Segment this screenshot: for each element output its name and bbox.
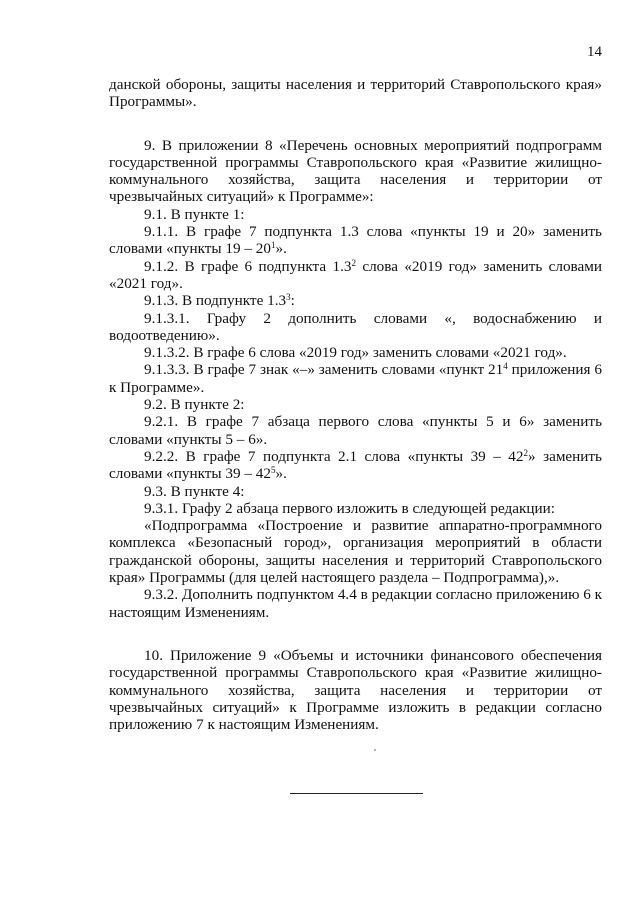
- document-body: [109, 76, 602, 733]
- paragraph-item-10: 10. Приложение 9 «Объемы и источники финансового обеспечения государственной программы Ставропольского края «Развитие жилищно-коммунального хозяйства, защита населения и территории от чрезвычайных ситуаций» к Программе изложить в редакции согласно приложению 7 к настоящим Изменениям.: [109, 646, 602, 734]
- superscript: 2: [351, 257, 356, 268]
- paragraph-item-9-1: 9.1. В пункте 1:: [144, 205, 245, 223]
- superscript: 4: [503, 361, 508, 372]
- paragraph-item-9-3: 9.3. В пункте 4:: [144, 482, 245, 500]
- text-run: 9.1.1. В графе 7 подпункта 1.3 слова «пункты 19 и 20» заменить словами «пункты 19 – 20: [109, 223, 602, 258]
- superscript: 3: [286, 292, 291, 303]
- text-run: 9.2.2. В графе 7 подпункта 2.1 слова «пункты 39 – 42: [144, 447, 524, 465]
- paragraph-continuation: данской обороны, защиты населения и территорий Ставропольского края» Программы».: [109, 76, 602, 111]
- scan-speck: [374, 749, 376, 751]
- paragraph-gap: [109, 111, 602, 137]
- superscript: 2: [523, 447, 528, 458]
- text-run: 9.1.2. В графе 6 подпункта 1.3: [144, 257, 352, 275]
- text-run: :: [290, 292, 295, 310]
- paragraph-item-9-1-1: [109, 223, 602, 258]
- paragraph-item-9-2-1: 9.2.1. В графе 7 абзаца первого слова «пункты 5 и 6» заменить словами «пункты 5 – 6».: [109, 413, 602, 448]
- paragraph-item-9-3-1: 9.3.1. Графу 2 абзаца первого изложить в следующей редакции:: [144, 499, 555, 517]
- text-run: слова «2019 год» заменить словами «2021 год».: [109, 257, 602, 292]
- text-run: 9.1.3. В подпункте 1.3: [144, 292, 287, 310]
- text-run: ».: [275, 465, 287, 483]
- paragraph-item-9-2-2: [109, 448, 602, 483]
- paragraph-item-9-1-3: [109, 292, 602, 309]
- text-run: 9.1.3.3. В графе 7 знак «–» заменить словами «пункт 21: [144, 361, 504, 379]
- paragraph-item-9: 9. В приложении 8 «Перечень основных мероприятий подпрограмм государственной программы Ставропольского края «Развитие жилищно-коммунального хозяйства, защита населения и территории от чрезвычайных ситуаций» к Программе»:: [109, 136, 602, 206]
- text-run: приложения 6 к Программе».: [109, 361, 602, 396]
- paragraph-item-9-1-3-2: 9.1.3.2. В графе 6 слова «2019 год» заменить словами «2021 год».: [144, 344, 567, 362]
- paragraph-item-9-1-3-1: 9.1.3.1. Графу 2 дополнить словами «, водоснабжению и водоотведению».: [109, 309, 602, 344]
- paragraph-item-9-1-3-3: [109, 361, 602, 396]
- text-run: ».: [275, 240, 287, 258]
- text-run: » заменить словами «пункты 39 – 42: [109, 447, 602, 483]
- paragraph-item-9-3-2: 9.3.2. Дополнить подпунктом 4.4 в редакции согласно приложению 6 к настоящим Изменениям.: [109, 586, 602, 621]
- paragraph-quoted-text: «Подпрограмма «Построение и развитие аппаратно-программного комплекса «Безопасный город», организация мероприятий в области гражданской обороны, защиты населения и территорий Ставропольского края» Программы (для целей настоящего раздела – Подпрограмма),».: [109, 517, 602, 587]
- paragraph-item-9-2: 9.2. В пункте 2:: [144, 396, 245, 414]
- page-number: 14: [587, 44, 602, 60]
- paragraph-item-9-1-2: [109, 258, 602, 293]
- paragraph-gap: [109, 621, 602, 647]
- superscript: 1: [270, 240, 276, 251]
- superscript: 5: [270, 465, 276, 476]
- closing-rule: [290, 793, 423, 794]
